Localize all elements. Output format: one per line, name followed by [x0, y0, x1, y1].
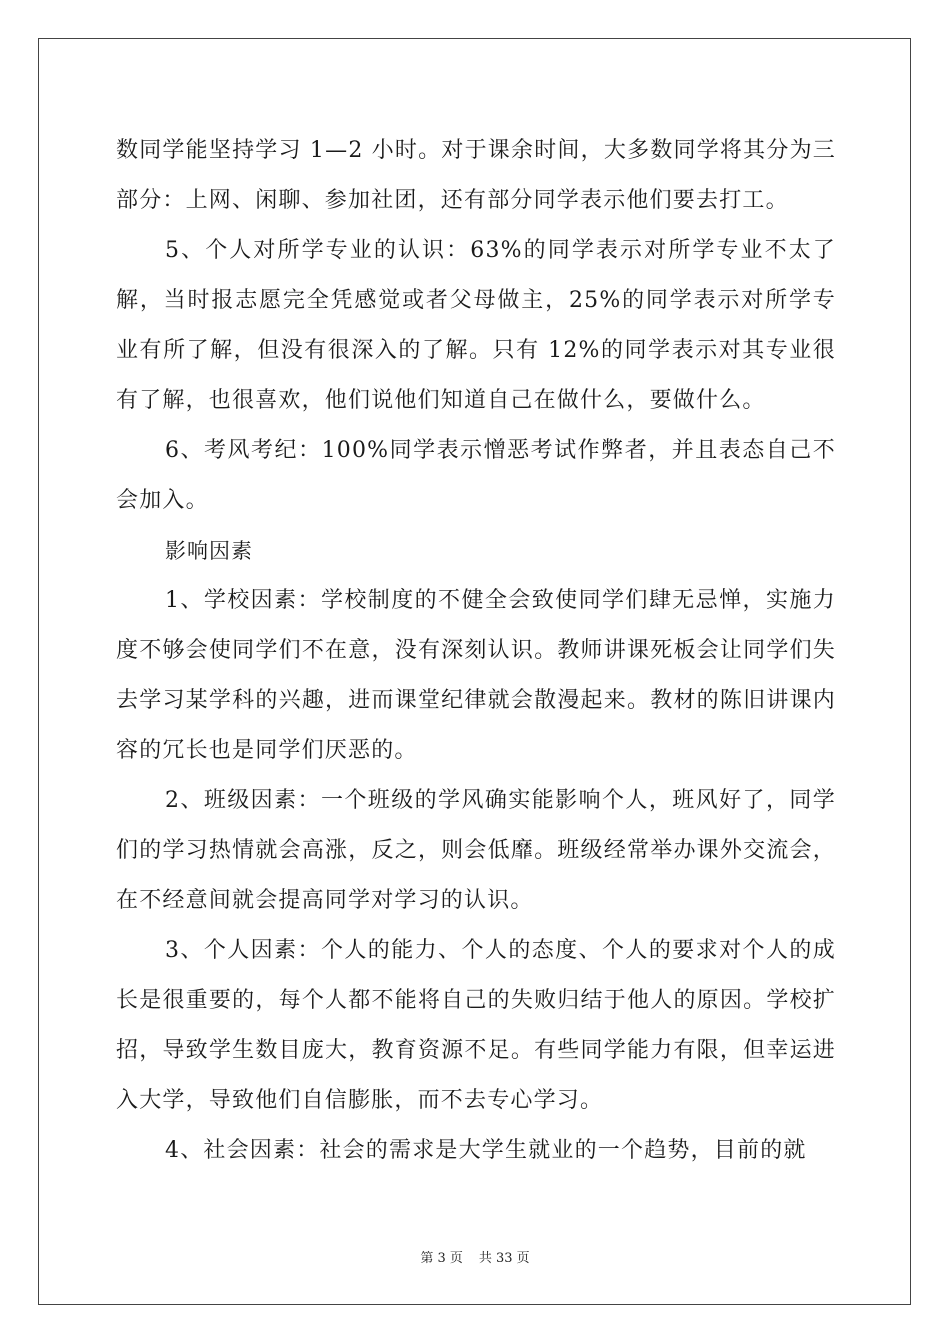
section-heading: 影响因素 [165, 539, 253, 563]
document-body [116, 126, 836, 1176]
page-number: 第 3 页 [420, 1251, 463, 1266]
page-footer [0, 1247, 950, 1266]
paragraph-exam-discipline: 6、考风考纪：100%同学表示憎恶考试作弊者，并且表态自己不会加入。 [116, 438, 836, 513]
paragraph-social-factor: 4、社会因素：社会的需求是大学生就业的一个趋势，目前的就 [165, 1138, 807, 1163]
paragraph-class-factor: 2、班级因素：一个班级的学风确实能影响个人，班风好了，同学们的学习热情就会高涨，反之，则会低靡。班级经常举办课外交流会，在不经意间就会提高同学对学习的认识。 [116, 788, 836, 913]
paragraph-school-factor: 1、学校因素：学校制度的不健全会致使同学们肆无忌惮，实施力度不够会使同学们不在意，没有深刻认识。教师讲课死板会让同学们失去学习某学科的兴趣，进而课堂纪律就会散漫起来。教材的陈旧讲课内容的冗长也是同学们厌恶的。 [116, 588, 836, 763]
paragraph-personal-factor: 3、个人因素：个人的能力、个人的态度、个人的要求对个人的成长是很重要的，每个人都不能将自己的失败归结于他人的原因。学校扩招，导致学生数目庞大，教育资源不足。有些同学能力有限，但幸运进入大学，导致他们自信膨胀，而不去专心学习。 [116, 938, 836, 1113]
paragraph-continuation: 数同学能坚持学习 1—2 小时。对于课余时间，大多数同学将其分为三部分：上网、闲聊、参加社团，还有部分同学表示他们要去打工。 [116, 138, 836, 213]
page-total: 共 33 页 [478, 1251, 530, 1266]
paragraph-major-awareness: 5、个人对所学专业的认识：63%的同学表示对所学专业不太了解，当时报志愿完全凭感觉或者父母做主，25%的同学表示对所学专业有所了解，但没有很深入的了解。只有 12%的同学表示对其专业很有了解，也很喜欢，他们说他们知道自己在做什么，要做什么。 [116, 238, 836, 413]
